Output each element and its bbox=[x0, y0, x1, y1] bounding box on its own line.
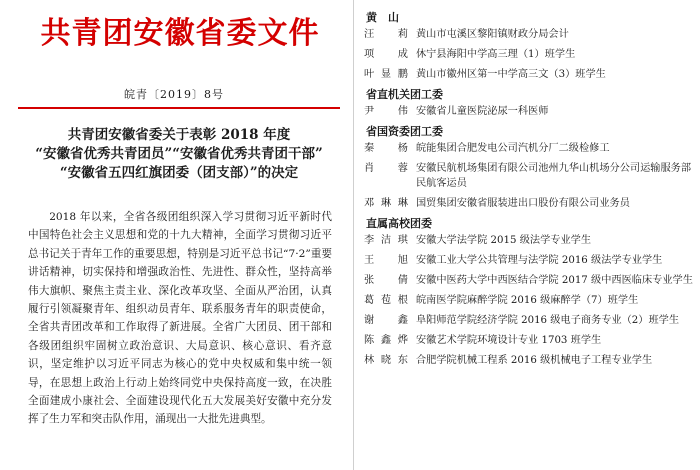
document-number: 皖青〔2019〕8号 bbox=[124, 88, 224, 101]
document-title bbox=[10, 126, 348, 183]
honoree-row bbox=[364, 27, 694, 42]
honoree-name: 秦 杨 bbox=[364, 143, 408, 154]
document-masthead: 共青团安徽省委文件 bbox=[40, 16, 320, 51]
honoree-unit: 安徽工业大学公共管理与法学院 2016 级法学专业学生 bbox=[416, 255, 663, 266]
honoree-unit: 安徽艺术学院环境设计专业 1703 班学生 bbox=[416, 335, 602, 346]
honoree-row bbox=[364, 273, 694, 288]
page-gutter bbox=[353, 0, 354, 470]
honoree-row bbox=[364, 104, 694, 119]
honoree-row bbox=[364, 353, 694, 368]
honoree-name: 叶显鹏 bbox=[364, 69, 408, 80]
group-heading: 省国资委团工委 bbox=[366, 125, 443, 138]
honoree-roster bbox=[364, 10, 694, 373]
honoree-name: 谢 鑫 bbox=[364, 315, 408, 326]
honoree-row bbox=[364, 333, 694, 348]
honoree-unit: 安徽省儿童医院泌尿一科医师 bbox=[416, 106, 549, 117]
honoree-unit: 黄山市屯溪区黎阳镇财政分局会计 bbox=[416, 29, 569, 40]
title-line: “安徽省优秀共青团员”“安徽省优秀共青团干部” bbox=[35, 146, 323, 162]
honoree-unit: 休宁县海阳中学高三理（1）班学生 bbox=[416, 49, 576, 60]
right-page bbox=[364, 0, 694, 470]
honoree-unit: 安徽中医药大学中西医结合学院 2017 级中西医临床专业学生 bbox=[416, 275, 693, 286]
group-heading: 黄 山 bbox=[366, 11, 399, 24]
honoree-row bbox=[364, 141, 694, 156]
honoree-name: 林晓东 bbox=[364, 355, 408, 366]
honoree-unit: 国贸集团安徽省服装进出口股份有限公司业务员 bbox=[416, 198, 630, 209]
honoree-unit: 皖南医学院麻醉学院 2016 级麻醉学（7）班学生 bbox=[416, 295, 639, 306]
honoree-row bbox=[364, 47, 694, 62]
honoree-row bbox=[364, 196, 694, 211]
group-heading: 省直机关团工委 bbox=[366, 88, 443, 101]
honoree-name: 陈鑫烨 bbox=[364, 335, 408, 346]
red-divider-line bbox=[18, 107, 340, 109]
honoree-row bbox=[364, 161, 694, 191]
honoree-name: 尹 伟 bbox=[364, 106, 408, 117]
honoree-row bbox=[364, 313, 694, 328]
left-page bbox=[0, 0, 348, 470]
honoree-unit: 安徽大学法学院 2015 级法学专业学生 bbox=[416, 235, 592, 246]
honoree-unit: 阜阳师范学院经济学院 2016 级电子商务专业（2）班学生 bbox=[416, 315, 680, 326]
honoree-row bbox=[364, 233, 694, 248]
honoree-row bbox=[364, 293, 694, 308]
honoree-name: 肖 蓉 bbox=[364, 163, 408, 174]
honoree-name: 葛苞根 bbox=[364, 295, 408, 306]
honoree-unit: 安徽民航机场集团有限公司池州九华山机场分公司运输服务部民航客运员 bbox=[416, 163, 692, 189]
honoree-unit: 黄山市徽州区第一中学高三文（3）班学生 bbox=[416, 69, 606, 80]
honoree-row bbox=[364, 253, 694, 268]
honoree-name: 王 旭 bbox=[364, 255, 408, 266]
honoree-unit: 合肥学院机械工程系 2016 级机械电子工程专业学生 bbox=[416, 355, 653, 366]
group-heading: 直属高校团委 bbox=[366, 217, 432, 230]
honoree-name: 汪 莉 bbox=[364, 29, 408, 40]
honoree-unit: 皖能集团合肥发电公司汽机分厂二级检修工 bbox=[416, 143, 610, 154]
title-line: “安徽省五四红旗团委（团支部）”的决定 bbox=[59, 165, 299, 181]
honoree-name: 邓琳琳 bbox=[364, 198, 408, 209]
honoree-name: 张 倩 bbox=[364, 275, 408, 286]
body-paragraph: 2018 年以来，全省各级团组织深入学习贯彻习近平新时代中国特色社会主义思想和党的十九大精神，全面学习贯彻习近平总书记关于青年工作的重要思想，特别是习近平总书记“7·2”重要讲话精神，切实保持和增强政治性、先进性、群众性，坚持高举伟大旗帜、聚焦主责主业、深化改革攻坚、全面从严治团，认真履行引领凝聚青年、组织动员青年、联系服务青年的职责使命，全省共青团改革和工作取得了新进展。全省广大团员、团干部和各级团组织牢固树立政治意识、大局意识、核心意识、看齐意识，坚定维护以习近平同志为核心的党中央权威和集中统一领导，在思想上政治上行动上始终同党中央保持高度一致，在决胜全面建成小康社会、全面建设现代化五大发展美好安徽中充分发挥了生力军和突击队作用，涌现出一大批先进典型。 bbox=[28, 211, 332, 426]
honoree-row bbox=[364, 67, 694, 82]
honoree-name: 项 成 bbox=[364, 49, 408, 60]
honoree-name: 李洁琪 bbox=[364, 235, 408, 246]
title-line: 共青团安徽省委关于表彰 2018 年度 bbox=[67, 127, 291, 143]
